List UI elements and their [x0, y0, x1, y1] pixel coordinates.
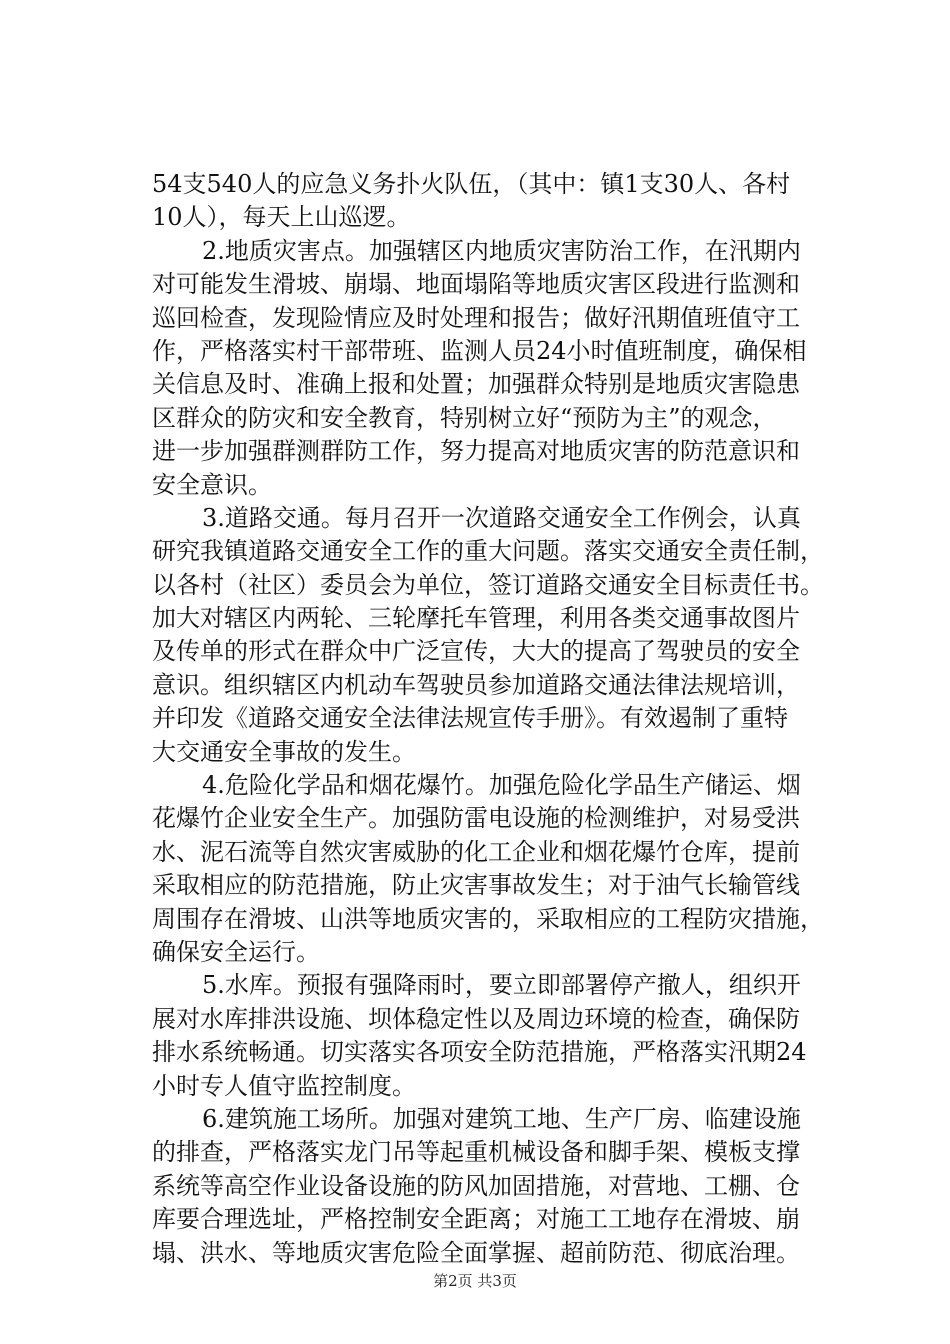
text-line: 区群众的防灾和安全教育，特别树立好“预防为主”的观念， — [152, 403, 777, 432]
text-line: 展对水库排洪设施、坝体稳定性以及周边环境的检查，确保防 — [152, 1004, 800, 1033]
text-line: 进一步加强群测群防工作，努力提高对地质灾害的防范意识和 — [152, 437, 800, 466]
text-line: 54支540人的应急义务扑火队伍，（其中：镇1支30人、各村 — [152, 170, 791, 198]
text-line: 10人），每天上山巡逻。 — [152, 203, 411, 232]
text-line: 意识。组织辖区内机动车驾驶员参加道路交通法律法规培训， — [152, 670, 800, 699]
text-line: 关信息及时、准确上报和处置；加强群众特别是地质灾害隐患 — [152, 370, 800, 399]
text-line: 并印发《道路交通安全法律法规宣传手册》。有效遏制了重特 — [152, 704, 788, 733]
document-body — [152, 168, 828, 1270]
text-line: 巡回检查，发现险情应及时处理和报告；做好汛期值班值守工 — [152, 303, 800, 332]
text-line: 排水系统畅通。切实落实各项安全防范措施，严格落实汛期24 — [152, 1038, 807, 1067]
paragraph-first-line: 3.道路交通。每月召开一次道路交通安全工作例会，认真 — [202, 503, 801, 532]
paragraph-first-line: 6.建筑施工场所。加强对建筑工地、生产厂房、临建设施 — [202, 1104, 801, 1133]
paragraph-first-line: 5.水库。预报有强降雨时，要立即部署停产撤人，组织开 — [202, 971, 801, 1000]
text-line: 确保安全运行。 — [152, 937, 320, 966]
text-line: 库要合理选址，严格控制安全距离；对施工工地存在滑坡、崩 — [152, 1205, 800, 1234]
text-line: 采取相应的防范措施，防止灾害事故发生；对于油气长输管线 — [152, 871, 800, 900]
text-line: 以各村（社区）委员会为单位，签订道路交通安全目标责任书。 — [152, 570, 824, 599]
text-line: 花爆竹企业安全生产。加强防雷电设施的检测维护，对易受洪 — [152, 804, 800, 833]
page-footer: 第2页 共3页 — [433, 1272, 517, 1290]
text-line: 周围存在滑坡、山洪等地质灾害的，采取相应的工程防灾措施， — [152, 904, 824, 933]
text-line: 系统等高空作业设备设施的防风加固措施，对营地、工棚、仓 — [152, 1171, 800, 1200]
text-line: 小时专人值守监控制度。 — [152, 1071, 416, 1100]
paragraph-first-line: 2.地质灾害点。加强辖区内地质灾害防治工作，在汛期内 — [202, 236, 801, 265]
text-line: 水、泥石流等自然灾害威胁的化工企业和烟花爆竹仓库，提前 — [152, 837, 800, 866]
text-line: 的排查，严格落实龙门吊等起重机械设备和脚手架、模板支撑 — [152, 1138, 800, 1167]
text-line: 塌、洪水、等地质灾害危险全面掌握、超前防范、彻底治理。 — [152, 1238, 800, 1267]
text-line: 加大对辖区内两轮、三轮摩托车管理，利用各类交通事故图片 — [152, 604, 800, 633]
text-line: 作，严格落实村干部带班、监测人员24小时值班制度，确保相 — [152, 336, 807, 365]
text-line: 及传单的形式在群众中广泛宣传，大大的提高了驾驶员的安全 — [152, 637, 800, 666]
text-line: 安全意识。 — [152, 470, 272, 499]
text-line: 对可能发生滑坡、崩塌、地面塌陷等地质灾害区段进行监测和 — [152, 270, 800, 299]
paragraph-first-line: 4.危险化学品和烟花爆竹。加强危险化学品生产储运、烟 — [202, 771, 801, 800]
text-line: 大交通安全事故的发生。 — [152, 737, 416, 766]
text-line: 研究我镇道路交通安全工作的重大问题。落实交通安全责任制， — [152, 537, 824, 566]
